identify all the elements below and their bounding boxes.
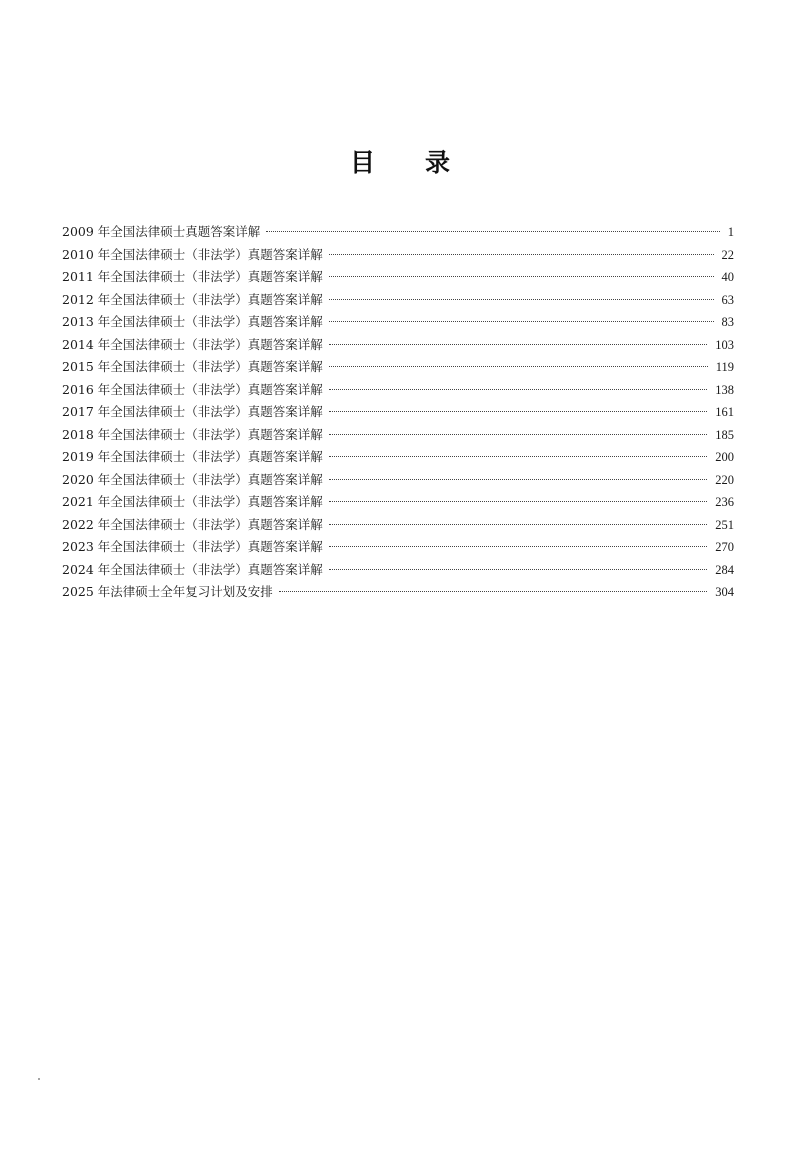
dot-leader xyxy=(279,591,707,592)
title-char-2: 录 xyxy=(425,148,451,177)
toc-entry[interactable] xyxy=(62,334,734,357)
toc-entry[interactable] xyxy=(62,424,734,447)
toc-entry[interactable] xyxy=(62,514,734,537)
toc-entry[interactable] xyxy=(62,559,734,582)
toc-entry-page-number: 236 xyxy=(715,495,734,509)
dot-leader xyxy=(329,254,714,255)
toc-entry-title: 2023 年全国法律硕士（非法学）真题答案详解 xyxy=(62,539,323,554)
toc-entry[interactable] xyxy=(62,356,734,379)
toc-entry[interactable] xyxy=(62,379,734,402)
dot-leader xyxy=(329,479,707,480)
toc-entry-title: 2018 年全国法律硕士（非法学）真题答案详解 xyxy=(62,426,323,442)
toc-entry-page-number: 63 xyxy=(721,292,734,307)
toc-entry[interactable] xyxy=(62,221,734,244)
toc-entry-page-number: 270 xyxy=(715,540,734,554)
title-char-1: 目 xyxy=(349,148,375,177)
dot-leader xyxy=(329,546,707,547)
toc-entry-title: 2019 年全国法律硕士（非法学）真题答案详解 xyxy=(62,449,323,464)
toc-entry-title: 2021 年全国法律硕士（非法学）真题答案详解 xyxy=(62,494,323,509)
toc-entry[interactable] xyxy=(62,491,734,514)
toc-entry-page-number: 161 xyxy=(715,405,734,419)
toc-entry[interactable] xyxy=(62,266,734,289)
toc-entry[interactable] xyxy=(62,244,734,267)
toc-entry-title: 2011 年全国法律硕士（非法学）真题答案详解 xyxy=(62,269,323,284)
toc-entry-title: 2010 年全国法律硕士（非法学）真题答案详解 xyxy=(62,246,323,262)
toc-entry[interactable] xyxy=(62,289,734,312)
dot-leader xyxy=(329,569,707,570)
toc-entry[interactable] xyxy=(62,446,734,469)
toc-entry[interactable] xyxy=(62,536,734,559)
toc-entry-page-number: 200 xyxy=(715,450,734,464)
page-title xyxy=(0,143,800,179)
dot-leader xyxy=(329,524,707,525)
toc-entry[interactable] xyxy=(62,311,734,334)
toc-entry-title: 2025 年法律硕士全年复习计划及安排 xyxy=(62,584,273,599)
toc-entry-page-number: 119 xyxy=(715,360,734,374)
toc-entry-page-number: 251 xyxy=(715,517,734,532)
dot-leader xyxy=(329,276,714,277)
toc-entry-title: 2014 年全国法律硕士（非法学）真题答案详解 xyxy=(62,336,323,352)
dot-leader xyxy=(329,321,714,322)
toc-entry[interactable] xyxy=(62,581,734,604)
toc-entry-title: 2024 年全国法律硕士（非法学）真题答案详解 xyxy=(62,561,323,577)
toc-entry-page-number: 40 xyxy=(721,270,734,284)
toc-entry-title: 2012 年全国法律硕士（非法学）真题答案详解 xyxy=(62,291,323,307)
toc-entry[interactable] xyxy=(62,401,734,424)
toc-entry-page-number: 304 xyxy=(715,585,734,599)
toc-entry-title: 2015 年全国法律硕士（非法学）真题答案详解 xyxy=(62,359,323,374)
table-of-contents xyxy=(62,221,734,604)
toc-entry-page-number: 138 xyxy=(715,382,734,397)
dot-leader xyxy=(329,299,714,300)
toc-entry-page-number: 103 xyxy=(715,337,734,352)
scan-speck xyxy=(38,1078,40,1080)
toc-entry-page-number: 1 xyxy=(727,225,734,239)
toc-entry-title: 2013 年全国法律硕士（非法学）真题答案详解 xyxy=(62,314,323,329)
toc-entry-page-number: 83 xyxy=(721,315,734,329)
dot-leader xyxy=(329,456,707,457)
toc-entry-page-number: 284 xyxy=(715,562,734,577)
dot-leader xyxy=(329,411,707,412)
toc-entry-page-number: 22 xyxy=(721,247,734,262)
dot-leader xyxy=(266,231,719,232)
toc-entry-title: 2022 年全国法律硕士（非法学）真题答案详解 xyxy=(62,516,323,532)
toc-entry-title: 2020 年全国法律硕士（非法学）真题答案详解 xyxy=(62,471,323,487)
toc-entry-title: 2009 年全国法律硕士真题答案详解 xyxy=(62,224,261,239)
toc-entry-page-number: 185 xyxy=(715,427,734,442)
dot-leader xyxy=(329,434,707,435)
toc-entry-page-number: 220 xyxy=(715,472,734,487)
toc-entry[interactable] xyxy=(62,469,734,492)
dot-leader xyxy=(329,344,707,345)
dot-leader xyxy=(329,501,707,502)
dot-leader xyxy=(329,366,708,367)
toc-entry-title: 2016 年全国法律硕士（非法学）真题答案详解 xyxy=(62,381,323,397)
toc-entry-title: 2017 年全国法律硕士（非法学）真题答案详解 xyxy=(62,404,323,419)
dot-leader xyxy=(329,389,707,390)
